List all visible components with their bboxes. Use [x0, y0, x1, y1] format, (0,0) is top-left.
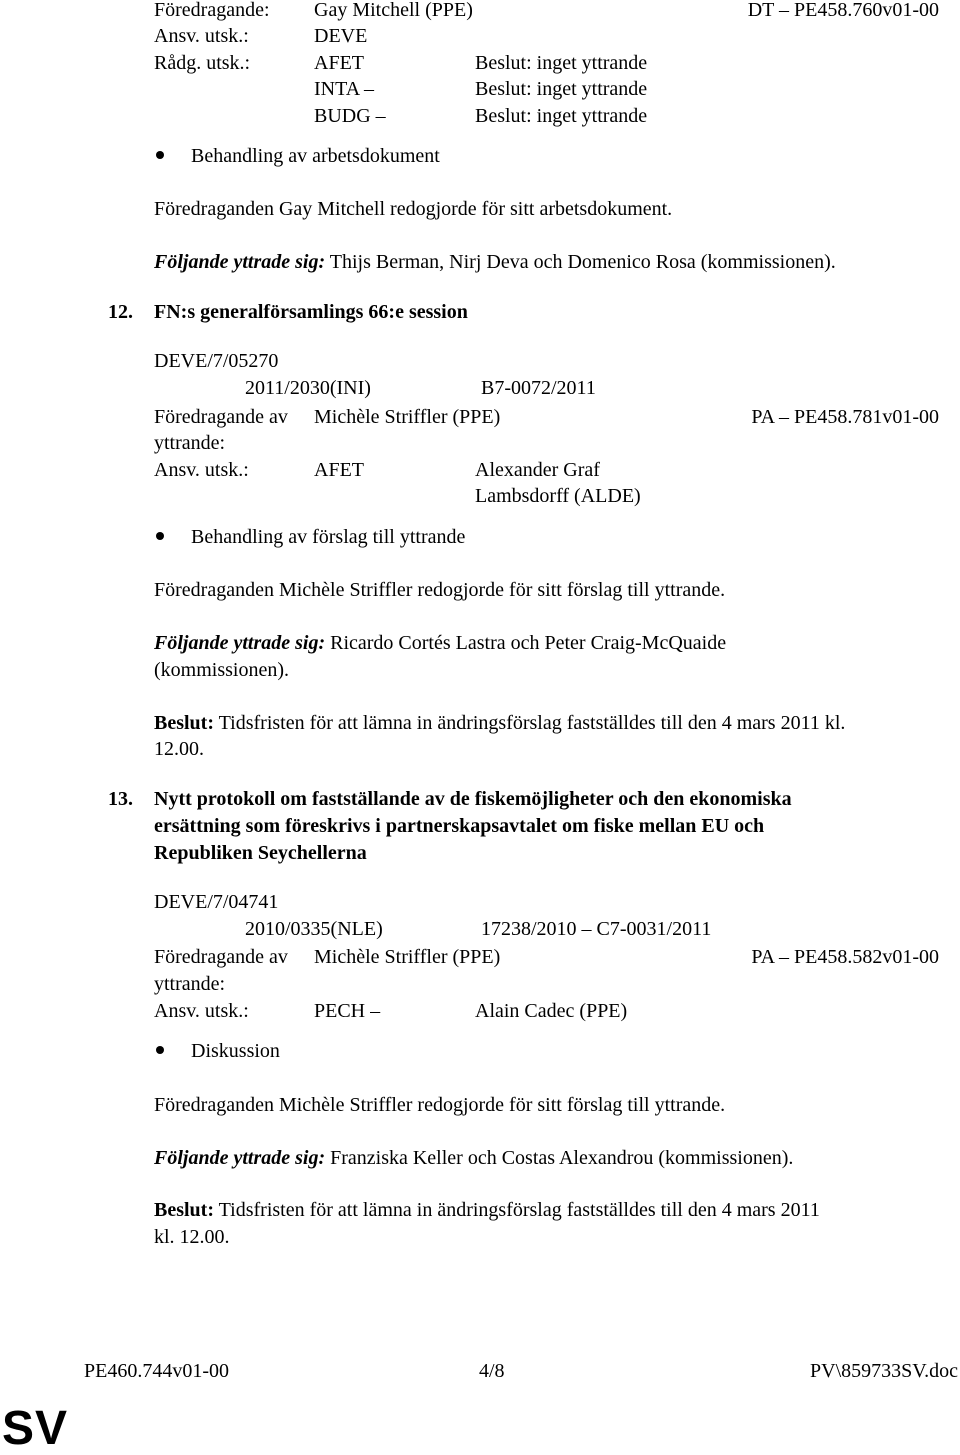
document-reference: PA – PE458.582v01-00	[751, 946, 939, 968]
item-number: 13.	[108, 788, 133, 810]
decision-line-cont: kl. 12.00.	[154, 1226, 230, 1248]
decision-text: Tidsfristen för att lämna in ändringsförslag fastställdes till den 4 mars 2011 kl.	[214, 712, 846, 734]
bullet-icon	[156, 151, 164, 159]
procedure-reference: DEVE/7/05270	[154, 350, 279, 372]
agenda-bullet-text: Behandling av förslag till yttrande	[191, 526, 466, 548]
rapporteur-name: Michèle Striffler (PPE)	[314, 406, 501, 428]
procedure-reference: DEVE/7/04741	[154, 891, 279, 913]
opinion-committee-name: BUDG –	[314, 105, 386, 127]
lead-committee-value: DEVE	[314, 25, 368, 47]
procedure-document: B7-0072/2011	[481, 377, 596, 399]
procedure-document: 17238/2010 – C7-0031/2011	[481, 918, 712, 940]
speakers-names: Franziska Keller och Costas Alexandrou (kommissionen).	[325, 1147, 794, 1169]
decision-line	[154, 1200, 820, 1220]
speakers-line	[154, 252, 836, 272]
rapporteur-label-cont: yttrande:	[154, 973, 226, 995]
speakers-label: Följande yttrade sig:	[154, 1147, 326, 1169]
opinion-committee-name: AFET	[314, 52, 364, 74]
rapporteur-label: Föredragande:	[154, 0, 270, 21]
speakers-line	[154, 633, 726, 653]
lead-committee-label: Ansv. utsk.:	[154, 459, 249, 481]
lead-committee-rapporteur-cont: Lambsdorff (ALDE)	[475, 485, 641, 507]
lead-committee-name: AFET	[314, 459, 364, 481]
document-reference: DT – PE458.760v01-00	[747, 0, 939, 21]
speakers-label: Följande yttrade sig:	[154, 251, 326, 273]
language-code: SV	[2, 1402, 69, 1455]
footer-page-number: 4/8	[479, 1360, 505, 1382]
decision-text: Tidsfristen för att lämna in ändringsförslag fastställdes till den 4 mars 2011	[214, 1199, 820, 1221]
bullet-icon	[156, 532, 164, 540]
item-number: 12.	[108, 301, 133, 323]
rapporteur-name: Gay Mitchell (PPE)	[314, 0, 473, 21]
speakers-label: Följande yttrade sig:	[154, 632, 326, 654]
lead-committee-rapporteur: Alexander Graf	[475, 459, 600, 481]
agenda-bullet-text: Diskussion	[191, 1040, 280, 1062]
decision-label: Beslut:	[154, 712, 214, 734]
speakers-names: Thijs Berman, Nirj Deva och Domenico Rosa (kommissionen).	[325, 251, 836, 273]
paragraph: Föredraganden Michèle Striffler redogjorde för sitt förslag till yttrande.	[154, 579, 726, 601]
opinion-decision: Beslut: inget yttrande	[475, 52, 648, 74]
decision-line	[154, 713, 845, 733]
opinion-committee-label: Rådg. utsk.:	[154, 52, 251, 74]
speakers-line-cont: (kommissionen).	[154, 659, 289, 681]
rapporteur-label: Föredragande av	[154, 406, 288, 428]
opinion-decision: Beslut: inget yttrande	[475, 105, 648, 127]
procedure-number: 2010/0335(NLE)	[245, 918, 383, 940]
decision-label: Beslut:	[154, 1199, 214, 1221]
footer-file-name: PV\859733SV.doc	[810, 1360, 958, 1382]
speakers-line	[154, 1148, 793, 1168]
rapporteur-label: Föredragande av	[154, 946, 288, 968]
item-title: FN:s generalförsamlings 66:e session	[154, 301, 468, 323]
lead-committee-rapporteur: Alain Cadec (PPE)	[475, 1000, 628, 1022]
opinion-decision: Beslut: inget yttrande	[475, 78, 648, 100]
lead-committee-name: PECH –	[314, 1000, 381, 1022]
lead-committee-label: Ansv. utsk.:	[154, 1000, 249, 1022]
paragraph: Föredraganden Michèle Striffler redogjorde för sitt förslag till yttrande.	[154, 1094, 726, 1116]
item-title-cont: Republiken Seychellerna	[154, 842, 367, 864]
agenda-bullet-text: Behandling av arbetsdokument	[191, 145, 440, 167]
opinion-committee-name: INTA –	[314, 78, 375, 100]
footer-document-id: PE460.744v01-00	[84, 1360, 229, 1382]
paragraph: Föredraganden Gay Mitchell redogjorde för sitt arbetsdokument.	[154, 198, 673, 220]
rapporteur-name: Michèle Striffler (PPE)	[314, 946, 501, 968]
lead-committee-label: Ansv. utsk.:	[154, 25, 249, 47]
bullet-icon	[156, 1046, 164, 1054]
procedure-number: 2011/2030(INI)	[245, 377, 371, 399]
decision-line-cont: 12.00.	[154, 738, 204, 760]
document-reference: PA – PE458.781v01-00	[751, 406, 939, 428]
item-title-cont: ersättning som föreskrivs i partnerskapsavtalet om fiske mellan EU och	[154, 815, 765, 837]
speakers-names: Ricardo Cortés Lastra och Peter Craig-McQuaide	[325, 632, 727, 654]
item-title: Nytt protokoll om fastställande av de fiskemöjligheter och den ekonomiska	[154, 788, 792, 810]
rapporteur-label-cont: yttrande:	[154, 432, 226, 454]
